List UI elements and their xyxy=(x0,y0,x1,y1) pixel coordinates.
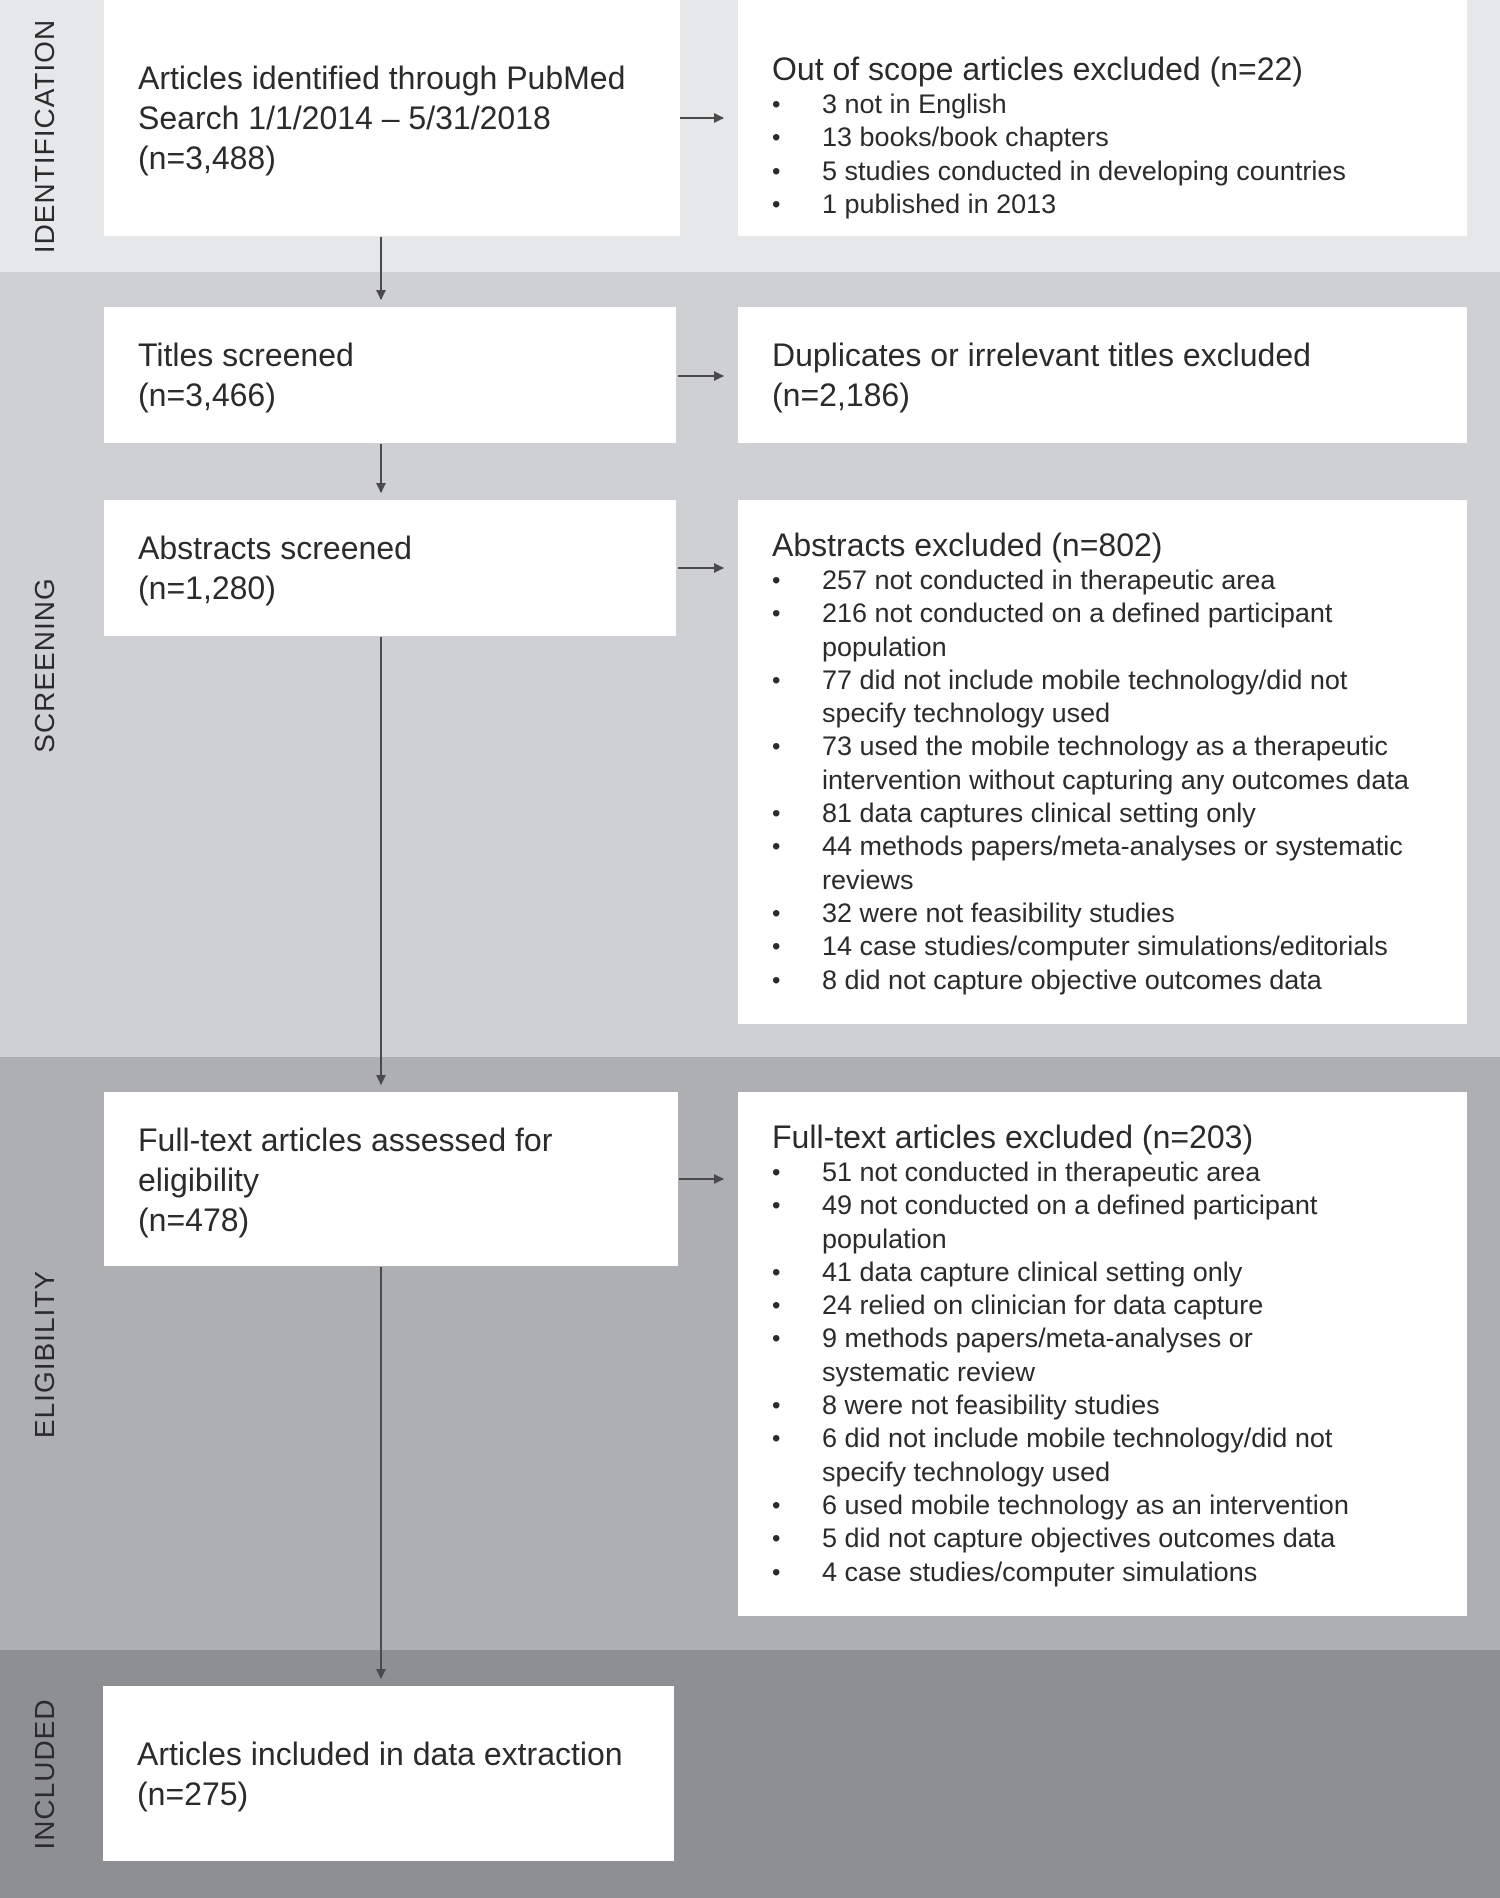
list-item: • 8 were not feasibility studies xyxy=(772,1389,1433,1422)
list-item: • 77 did not include mobile technology/did not specify technology used xyxy=(772,664,1433,731)
list-item: • 5 studies conducted in developing countries xyxy=(772,155,1433,188)
list-item: • 13 books/book chapters xyxy=(772,121,1433,154)
titles-screened-line: (n=3,466) xyxy=(138,377,276,413)
list-item: • 257 not conducted in therapeutic area xyxy=(772,564,1433,597)
fulltext-assessed-line: Full-text articles assessed for xyxy=(138,1122,553,1158)
list-item: • 9 methods papers/meta-analyses or systematic review xyxy=(772,1322,1433,1389)
titles-screened-line: Titles screened xyxy=(138,337,354,373)
phase-label-included: INCLUDED xyxy=(29,1698,60,1850)
duplicates-line: (n=2,186) xyxy=(772,377,910,413)
abstracts-screened-line: (n=1,280) xyxy=(138,570,276,606)
identified-line: Search 1/1/2014 – 5/31/2018 xyxy=(138,100,551,136)
list-item: • 81 data captures clinical setting only xyxy=(772,797,1433,830)
list-item: • 73 used the mobile technology as a therapeutic intervention without capturing any outcomes data xyxy=(772,730,1433,797)
list-item: • 1 published in 2013 xyxy=(772,188,1433,221)
included-line: (n=275) xyxy=(137,1776,249,1812)
list-item: • 5 did not capture objectives outcomes data xyxy=(772,1522,1433,1555)
list-item: • 24 relied on clinician for data capture xyxy=(772,1289,1433,1322)
phase-label-eligibility: ELIGIBILITY xyxy=(29,1269,60,1438)
fulltext-assessed-line: (n=478) xyxy=(138,1202,250,1238)
identified-line: (n=3,488) xyxy=(138,140,276,176)
list-item: • 32 were not feasibility studies xyxy=(772,897,1433,930)
list-item: • 3 not in English xyxy=(772,88,1433,121)
fulltext-assessed-line: eligibility xyxy=(138,1162,259,1198)
list-item: • 14 case studies/computer simulations/editorials xyxy=(772,930,1433,963)
phase-label-screening: SCREENING xyxy=(29,576,60,753)
list-item: • 6 did not include mobile technology/did not specify technology used xyxy=(772,1422,1433,1489)
list-item: • 51 not conducted in therapeutic area xyxy=(772,1156,1433,1189)
list-item: • 41 data capture clinical setting only xyxy=(772,1256,1433,1289)
out-of-scope-title: Out of scope articles excluded (n=22) xyxy=(772,51,1303,87)
abstracts-screened-line: Abstracts screened xyxy=(138,530,412,566)
identified-line: Articles identified through PubMed xyxy=(138,60,626,96)
abstracts-excluded-title: Abstracts excluded (n=802) xyxy=(772,527,1163,563)
list-item: • 49 not conducted on a defined participant population xyxy=(772,1189,1433,1256)
phase-label-identification: IDENTIFICATION xyxy=(29,18,60,254)
duplicates-line: Duplicates or irrelevant titles excluded xyxy=(772,337,1311,373)
list-item: • 6 used mobile technology as an intervention xyxy=(772,1489,1433,1522)
list-item: • 216 not conducted on a defined participant population xyxy=(772,597,1433,664)
fulltext-excluded-title: Full-text articles excluded (n=203) xyxy=(772,1119,1254,1155)
included-line: Articles included in data extraction xyxy=(137,1736,623,1772)
list-item: • 8 did not capture objective outcomes data xyxy=(772,964,1433,997)
list-item: • 44 methods papers/meta-analyses or systematic reviews xyxy=(772,830,1433,897)
list-item: • 4 case studies/computer simulations xyxy=(772,1556,1433,1589)
